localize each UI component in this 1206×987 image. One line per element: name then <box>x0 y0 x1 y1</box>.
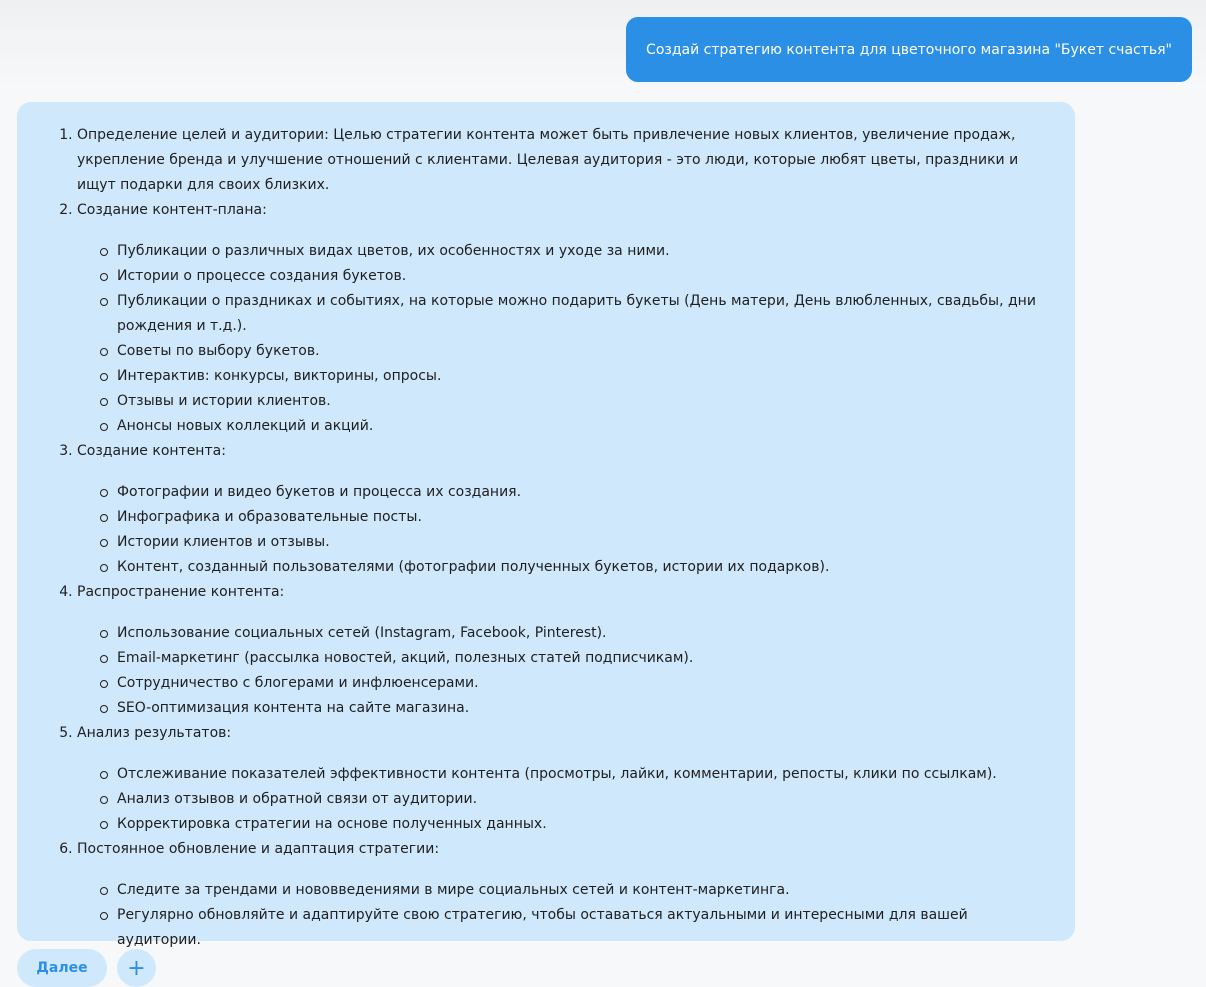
strategy-substep: Корректировка стратегии на основе полученных данных. <box>117 812 1053 837</box>
strategy-step <box>77 439 1053 580</box>
strategy-substep: Интерактив: конкурсы, викторины, опросы. <box>117 364 1053 389</box>
strategy-step <box>77 198 1053 439</box>
strategy-step-text: Создание контента: <box>77 443 226 459</box>
strategy-substep: Публикации о праздниках и событиях, на которые можно подарить букеты (День матери, День влюбленных, свадьбы, дни рождения и т.д.). <box>117 289 1053 339</box>
strategy-substep: Сотрудничество с блогерами и инфлюенсерами. <box>117 671 1053 696</box>
strategy-substep: Фотографии и видео букетов и процесса их создания. <box>117 480 1053 505</box>
user-message-bubble <box>626 17 1192 82</box>
strategy-substep-list <box>77 239 1053 439</box>
strategy-substep-list <box>77 762 1053 837</box>
strategy-step-text: Анализ результатов: <box>77 725 232 741</box>
message-actions <box>17 949 156 987</box>
strategy-substep: Истории клиентов и отзывы. <box>117 530 1053 555</box>
strategy-step <box>77 580 1053 721</box>
strategy-steps-list <box>39 123 1053 953</box>
strategy-substep: Советы по выбору букетов. <box>117 339 1053 364</box>
strategy-substep-list <box>77 621 1053 721</box>
strategy-step-text: Определение целей и аудитории: Целью стратегии контента может быть привлечение новых клиентов, увеличение продаж, укрепление бренда и улучшение отношений с клиентами. Целевая аудитория - это люди, которые любят цветы, праздники и ищут подарки для своих близких. <box>77 127 1019 193</box>
strategy-substep-list <box>77 878 1053 953</box>
strategy-step <box>77 721 1053 837</box>
strategy-step <box>77 837 1053 953</box>
strategy-substep: Email-маркетинг (рассылка новостей, акций, полезных статей подписчикам). <box>117 646 1053 671</box>
strategy-substep: Истории о процессе создания букетов. <box>117 264 1053 289</box>
strategy-substep: Инфографика и образовательные посты. <box>117 505 1053 530</box>
strategy-substep: Анонсы новых коллекций и акций. <box>117 414 1053 439</box>
strategy-substep: Публикации о различных видах цветов, их особенностях и уходе за ними. <box>117 239 1053 264</box>
user-message-text: Создай стратегию контента для цветочного магазина "Букет счастья" <box>646 41 1172 58</box>
strategy-substep: SEO-оптимизация контента на сайте магазина. <box>117 696 1053 721</box>
next-button[interactable]: Далее <box>17 949 107 987</box>
strategy-step-text: Создание контент-плана: <box>77 202 267 218</box>
add-button[interactable] <box>117 949 156 987</box>
strategy-substep-list <box>77 480 1053 580</box>
strategy-step <box>77 123 1053 198</box>
assistant-message-bubble <box>17 102 1075 948</box>
strategy-step-text: Постоянное обновление и адаптация стратегии: <box>77 841 440 857</box>
strategy-substep: Анализ отзывов и обратной связи от аудитории. <box>117 787 1053 812</box>
strategy-step-text: Распространение контента: <box>77 584 285 600</box>
strategy-substep: Регулярно обновляйте и адаптируйте свою стратегию, чтобы оставаться актуальными и интересными для вашей аудитории. <box>117 903 1053 953</box>
plus-icon: + <box>127 955 146 981</box>
strategy-substep: Отзывы и истории клиентов. <box>117 389 1053 414</box>
strategy-substep: Контент, созданный пользователями (фотографии полученных букетов, истории их подарков). <box>117 555 1053 580</box>
strategy-substep: Использование социальных сетей (Instagram, Facebook, Pinterest). <box>117 621 1053 646</box>
strategy-substep: Отслеживание показателей эффективности контента (просмотры, лайки, комментарии, репосты, клики по ссылкам). <box>117 762 1053 787</box>
strategy-substep: Следите за трендами и нововведениями в мире социальных сетей и контент-маркетинга. <box>117 878 1053 903</box>
